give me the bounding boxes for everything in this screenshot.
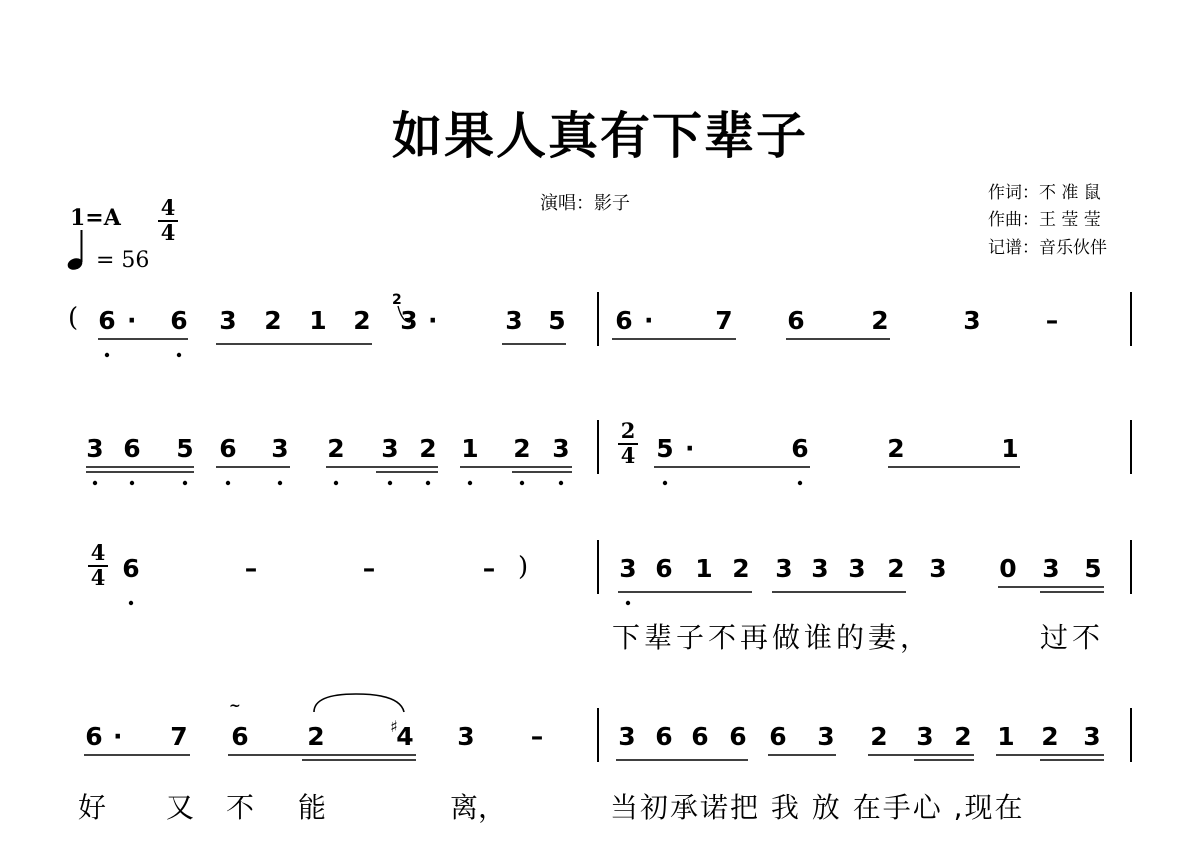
note: 6: [123, 434, 141, 463]
note: 3: [929, 554, 947, 583]
octave-dot: [177, 353, 181, 357]
time-signature-denominator: 4: [158, 220, 178, 243]
octave-dot: [798, 481, 802, 485]
note: 6: [170, 306, 188, 335]
note: 1: [997, 722, 1015, 751]
note: 3: [775, 554, 793, 583]
note: 3: [1083, 722, 1101, 751]
octave-dot: [130, 481, 134, 485]
note: 3: [381, 434, 399, 463]
lyric-syllable: 能: [298, 791, 327, 824]
note: 3: [505, 306, 523, 335]
tempo-marking: = 56: [96, 248, 150, 273]
octave-dot: [626, 601, 630, 605]
note: 6: [655, 722, 673, 751]
ornament-mark: ~: [229, 698, 241, 714]
note: 1: [461, 434, 479, 463]
transcriber-credit: 记谱：音乐伙伴: [988, 238, 1107, 258]
note: 3: [817, 722, 835, 751]
note: 5: [176, 434, 194, 463]
open-paren: (: [68, 303, 79, 333]
note: 6: [231, 722, 249, 751]
dash-sustain: –: [1045, 306, 1059, 335]
note: 6: [615, 306, 633, 335]
lyric-syllable: 好: [78, 791, 107, 824]
note: 3: [811, 554, 829, 583]
note: 2: [353, 306, 371, 335]
composer-credit: 作曲：王 莹 莹: [988, 210, 1101, 230]
slur: [314, 694, 404, 712]
note: 6: [98, 306, 116, 335]
note: 6: [655, 554, 673, 583]
note: 6: [691, 722, 709, 751]
note: 7: [715, 306, 733, 335]
dash-sustain: –: [244, 554, 258, 583]
note: 3: [219, 306, 237, 335]
note: 2: [870, 722, 888, 751]
octave-dot: [105, 353, 109, 357]
key-signature: 1=A: [70, 205, 121, 231]
note: 2: [871, 306, 889, 335]
note: 3: [1042, 554, 1060, 583]
note: 2: [954, 722, 972, 751]
note: 2: [264, 306, 282, 335]
augmentation-dot: ·: [644, 306, 654, 335]
lyricist-credit: 作词：不 准 鼠: [988, 183, 1101, 203]
augmentation-dot: ·: [685, 434, 695, 463]
note: 3: [400, 306, 418, 335]
grace-note: 2: [392, 292, 402, 308]
note: 3: [618, 722, 636, 751]
note: 2: [732, 554, 750, 583]
octave-dot: [93, 481, 97, 485]
octave-dot: [520, 481, 524, 485]
note: 6: [787, 306, 805, 335]
note: 6: [122, 554, 140, 583]
note: 6: [219, 434, 237, 463]
dash-sustain: –: [530, 722, 544, 751]
note: 1: [309, 306, 327, 335]
lyric-syllable: 不: [226, 791, 255, 824]
note: 3: [916, 722, 934, 751]
sharp-sign: ♯: [390, 717, 398, 736]
note: 6: [769, 722, 787, 751]
time-signature-numerator: 4: [90, 540, 106, 565]
lyric-syllable: 又: [166, 791, 195, 824]
note: 4: [396, 722, 414, 751]
octave-dot: [334, 481, 338, 485]
lyric-line-1b: 过不: [1040, 621, 1105, 654]
time-signature-row3: [86, 542, 110, 588]
lyric-line-1a: 下辈子不再做谁的妻，: [612, 621, 933, 654]
song-title: 如果人真有下辈子: [392, 106, 808, 165]
dash-sustain: –: [362, 554, 376, 583]
dash-sustain: –: [482, 554, 496, 583]
note: 3: [86, 434, 104, 463]
note: 2: [1041, 722, 1059, 751]
time-signature-numerator: 2: [620, 418, 636, 443]
time-signature-numerator: 4: [160, 195, 176, 220]
note: 5: [1084, 554, 1102, 583]
octave-dot: [663, 481, 667, 485]
octave-dot: [388, 481, 392, 485]
octave-dot: [129, 601, 133, 605]
time-signature-denominator: 4: [618, 443, 638, 466]
note: 2: [327, 434, 345, 463]
octave-dot: [183, 481, 187, 485]
octave-dot: [226, 481, 230, 485]
lyric-syllable: 离，: [450, 791, 507, 824]
note: 6: [85, 722, 103, 751]
octave-dot: [468, 481, 472, 485]
note: 6: [791, 434, 809, 463]
augmentation-dot: ·: [113, 722, 123, 751]
note: 1: [695, 554, 713, 583]
time-signature-row2: [616, 420, 640, 466]
note: 2: [887, 434, 905, 463]
augmentation-dot: ·: [428, 306, 438, 335]
note: 2: [419, 434, 437, 463]
octave-dot: [278, 481, 282, 485]
note: 5: [548, 306, 566, 335]
note: 2: [307, 722, 325, 751]
note: 7: [170, 722, 188, 751]
note: 1: [1001, 434, 1019, 463]
note: 6: [729, 722, 747, 751]
singer-credit: 演唱：影子: [540, 193, 630, 214]
note: 2: [887, 554, 905, 583]
time-signature-denominator: 4: [88, 565, 108, 588]
note: 2: [513, 434, 531, 463]
augmentation-dot: ·: [127, 306, 137, 335]
octave-dot: [559, 481, 563, 485]
note: 3: [552, 434, 570, 463]
note: 3: [848, 554, 866, 583]
note: 3: [619, 554, 637, 583]
note: 5: [656, 434, 674, 463]
note: 3: [963, 306, 981, 335]
close-paren: ): [518, 552, 529, 582]
lyric-line-2: 当初承诺把 我 放 在手心 ,现在: [610, 791, 1025, 824]
note: 3: [457, 722, 475, 751]
octave-dot: [426, 481, 430, 485]
note: 0: [999, 554, 1017, 583]
note: 3: [271, 434, 289, 463]
